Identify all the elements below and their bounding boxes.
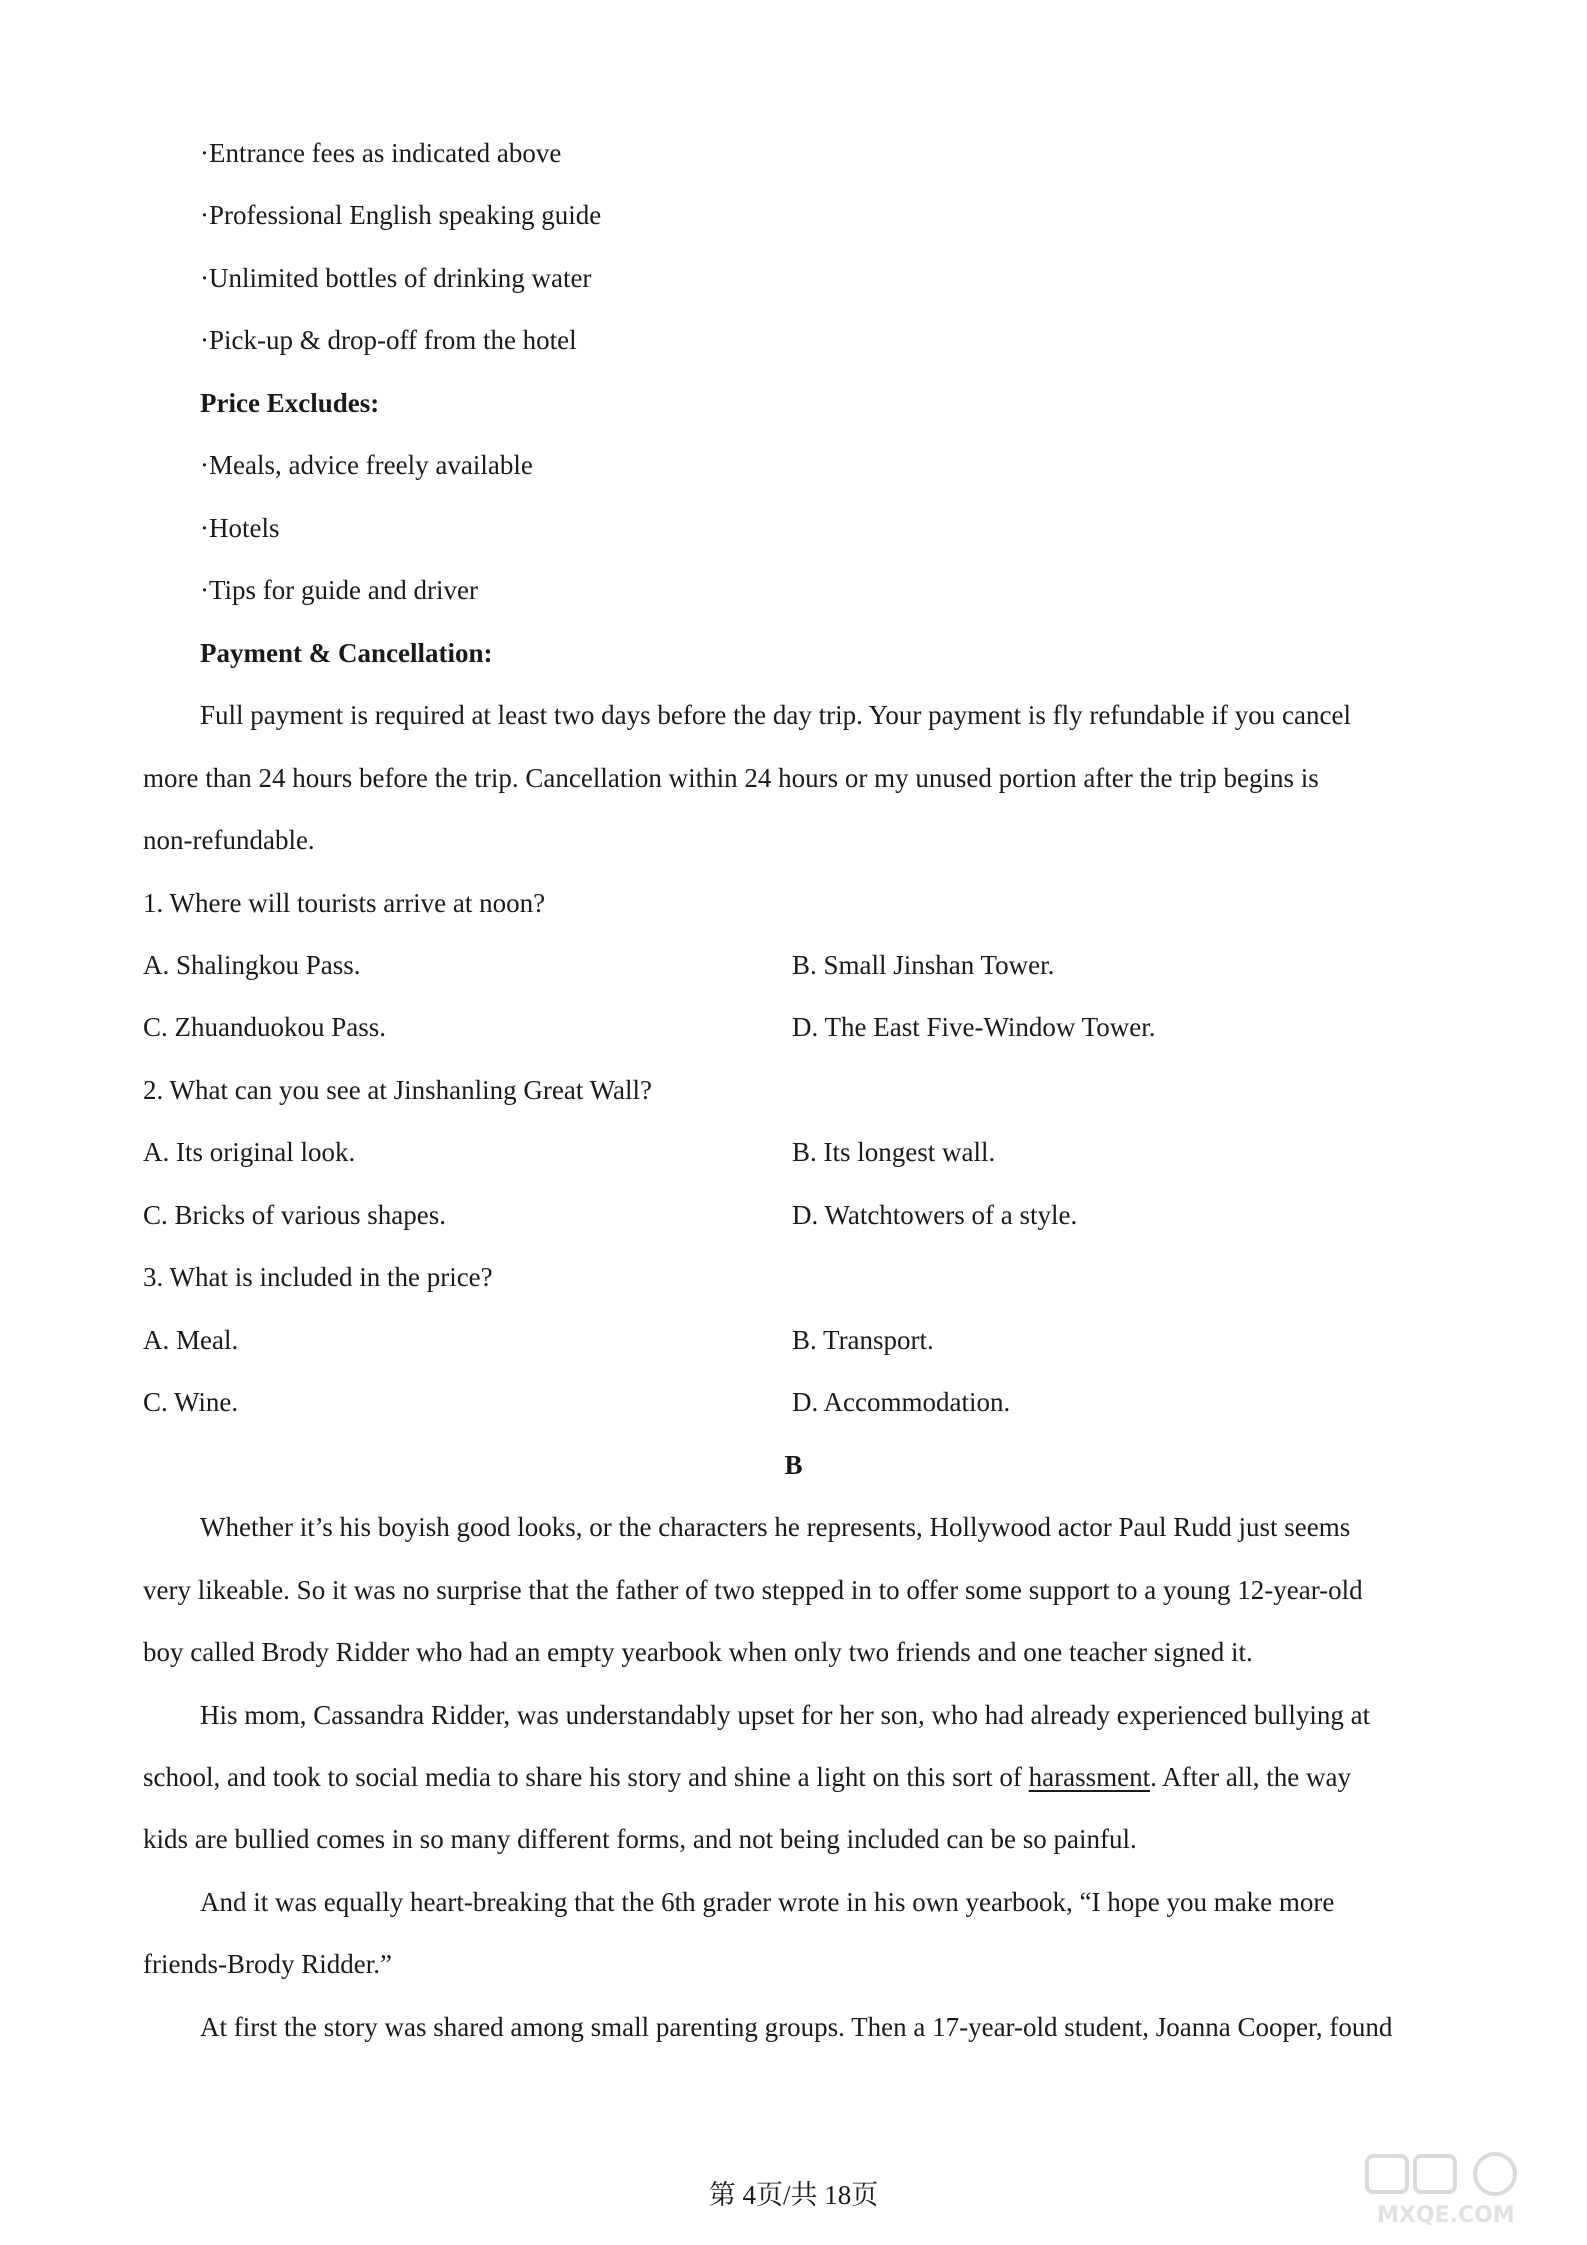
price-excludes-heading: Price Excludes: (200, 388, 380, 418)
p2-text-before: school, and took to social media to share his story and shine a light on this sort of (143, 1762, 1029, 1792)
price-exclude-item: ·Tips for guide and driver (200, 575, 478, 605)
section-b-heading: B (784, 1450, 803, 1480)
q1-option-c: C. Zhuanduokou Pass. (143, 1012, 386, 1042)
q1-option-b: B. Small Jinshan Tower. (792, 950, 1055, 980)
q1-option-d: D. The East Five-Window Tower. (792, 1012, 1156, 1042)
q3-option-c: C. Wine. (143, 1387, 239, 1417)
payment-line: non-refundable. (143, 825, 315, 855)
section-b-p2-line (143, 1760, 1351, 1794)
payment-line: more than 24 hours before the trip. Cancellation within 24 hours or my unused portion after the trip begins is (143, 763, 1319, 793)
section-b-p4-line: At first the story was shared among small parenting groups. Then a 17-year-old student, Joanna Cooper, found (200, 2012, 1393, 2042)
q1-option-a: A. Shalingkou Pass. (143, 950, 361, 980)
price-include-item: ·Unlimited bottles of drinking water (200, 263, 592, 293)
price-include-item: ·Pick-up & drop-off from the hotel (200, 325, 577, 355)
q3-option-d: D. Accommodation. (792, 1387, 1011, 1417)
payment-heading: Payment & Cancellation: (200, 638, 493, 668)
page-footer: 第 4页/共 18页 (708, 2180, 879, 2210)
question-1: 1. Where will tourists arrive at noon? (143, 888, 546, 918)
section-b-p1-line: very likeable. So it was no surprise that the father of two stepped in to offer some support to a young 12-year-old (143, 1575, 1363, 1605)
price-include-item: ·Professional English speaking guide (200, 200, 602, 230)
section-b-p1-line: boy called Brody Ridder who had an empty yearbook when only two friends and one teacher signed it. (143, 1637, 1253, 1667)
q2-option-c: C. Bricks of various shapes. (143, 1200, 446, 1230)
q2-option-b: B. Its longest wall. (792, 1137, 996, 1167)
watermark-logo (1357, 2150, 1557, 2230)
section-b-p3-line: friends-Brody Ridder.” (143, 1949, 392, 1979)
section-b-p2-line: His mom, Cassandra Ridder, was understandably upset for her son, who had already experienced bullying at (200, 1700, 1371, 1730)
p2-text-after: . After all, the way (1150, 1762, 1352, 1792)
q2-option-a: A. Its original look. (143, 1137, 356, 1167)
section-b-p2-line: kids are bullied comes in so many different forms, and not being included can be so painful. (143, 1824, 1137, 1854)
watermark-text: MXQE.COM (1377, 2203, 1515, 2228)
section-b-p3-line: And it was equally heart-breaking that the 6th grader wrote in his own yearbook, “I hope you make more (200, 1887, 1335, 1917)
q2-option-d: D. Watchtowers of a style. (792, 1200, 1078, 1230)
question-2: 2. What can you see at Jinshanling Great Wall? (143, 1075, 652, 1105)
q3-option-a: A. Meal. (143, 1325, 239, 1355)
price-include-item: ·Entrance fees as indicated above (200, 138, 562, 168)
underlined-word-harassment: harassment (1028, 1762, 1151, 1792)
section-b-p1-line: Whether it’s his boyish good looks, or the characters he represents, Hollywood actor Paul Rudd just seems (200, 1512, 1351, 1542)
question-3: 3. What is included in the price? (143, 1262, 493, 1292)
q3-option-b: B. Transport. (792, 1325, 934, 1355)
price-exclude-item: ·Hotels (200, 513, 280, 543)
payment-line: Full payment is required at least two days before the day trip. Your payment is fly refundable if you cancel (200, 700, 1351, 730)
price-exclude-item: ·Meals, advice freely available (200, 450, 533, 480)
